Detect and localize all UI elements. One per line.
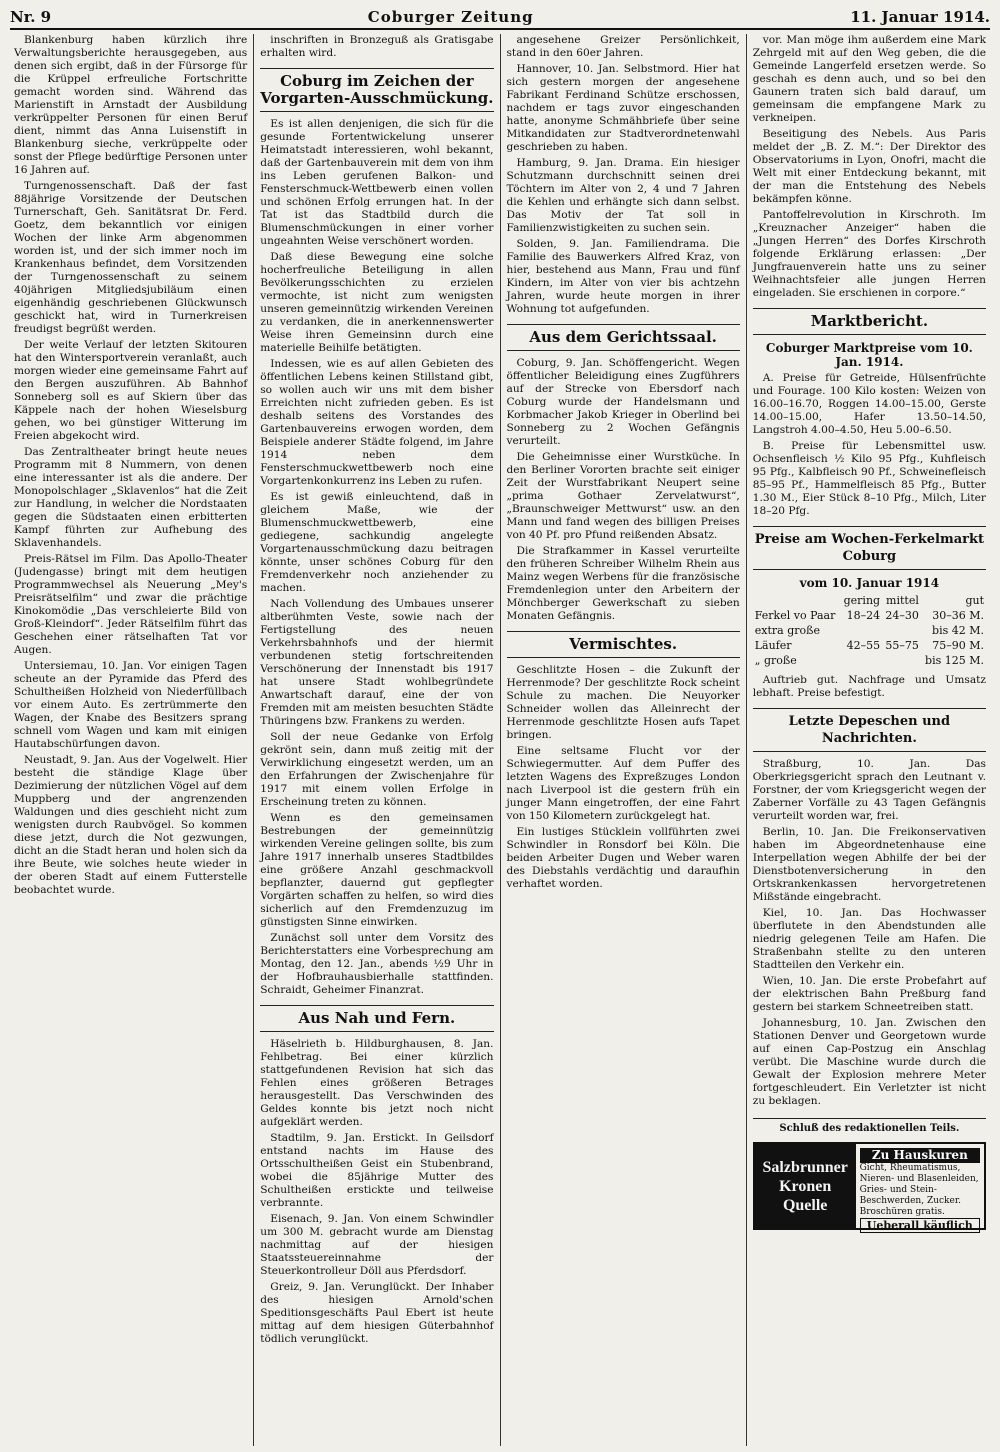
- article-text: Häselrieth b. Hildburghausen, 8. Jan. Fehlbetrag. Bei einer kürzlich stattgefundenen Revision hat sich das Fehlen eines größeren Betrages herausgestellt. Das Verschwinden des Geldes konnte bis jetzt noch nicht aufgeklärt werden.: [260, 1038, 494, 1128]
- article-text: Wenn es den gemeinsamen Bestrebungen der gemeinnützig wirkenden Vereine gelingen sollte, bis zum Jahre 1917 innerhalb unseres Stadtbildes eine größere Anzahl geschmackvoll bepflanzter, dauernd gut gepflegter Vorgärten schaffen zu helfen, so wird dies sicherlich auf den Fremdenzuzug im günstigsten Sinne einwirken.: [260, 812, 494, 928]
- ad-info: [856, 1144, 984, 1232]
- article-text: B. Preise für Lebensmittel usw. Ochsenfleisch ½ Kilo 95 Pfg., Kuhfleisch 95 Pfg., Kalbfleisch 90 Pf., Schweinefleisch 85–95 Pf., Hammelfleisch 85 Pfg., Butter 1.30 M., Eier Stück 8–10 Pfg., Milch, Liter 18–20 Pfg.: [752, 440, 986, 517]
- article-text: Preis-Rätsel im Film. Das Apollo-Theater (Judengasse) bringt mit dem heutigen Programmwechsel als Neuerung „Mey's Preisrätselfilm“ und zwar die prächtige Kinokomödie „Das verschleierte Bild von Groß-Kleindorf“. Jeder Rätselfilm führt das Geschehen einer rätselhaften Tat vor Augen.: [14, 553, 248, 656]
- table-cell: „ große: [754, 654, 797, 667]
- article-text: Wien, 10. Jan. Die erste Probefahrt auf der elektrischen Bahn Preßburg fand gestern bei starkem Schneetreiben statt.: [752, 975, 986, 1013]
- ad-text: Gicht, Rheumatismus, Nieren- und Blasenleiden, Gries- und Stein-Beschwerden, Zucker. Broschüren gratis.: [859, 1163, 979, 1217]
- table-row: [753, 653, 986, 668]
- table-cell: 24–30: [885, 609, 919, 622]
- article-text: Indessen, wie es auf allen Gebieten des öffentlichen Lebens keinen Stillstand gibt, so wollen auch wir uns mit dem bisher Erreichten nicht zufrieden geben. Es ist deshalb seitens des Vorstandes des Gartenbauvereins erwogen worden, dem Beispiele anderer Städte folgend, im Jahre 1914 neben dem Fensterschmuckwettbewerb noch eine Vorgartenkonkurrenz ins Leben zu rufen.: [260, 358, 494, 487]
- article-text: A. Preise für Getreide, Hülsenfrüchte und Fourage. 100 Kilo kosten: Weizen von 16.00–16.70, Roggen 14.00–15.00, Gerste 14.00–15.00, Hafer 13.50–14.50, Langstroh 4.00–4.50, Heu 5.00–6.50.: [752, 372, 986, 436]
- table-header-cell: mittel: [886, 594, 919, 607]
- article-text: vor. Man möge ihm außerdem eine Mark Zehrgeld mit auf den Weg geben, die die Gemeinde Langerfeld ersetzen werde. So geschah es denn auch, und so bei den Gaunern traten sich bald darauf, um gemeinsam die empfangene Mark zu verkneipen.: [752, 34, 986, 124]
- article-text: Berlin, 10. Jan. Die Freikonservativen haben im Abgeordnetenhause eine Interpellation wegen Abhilfe der bei der Dienstbotenversicherung in den Ortskrankenkassen hervorgetretenen Mißstände eingebracht.: [752, 826, 986, 903]
- article-text: Die Geheimnisse einer Wurstküche. In den Berliner Vororten brachte seit einiger Zeit der Wurstfabrikant Neupert seine „prima Gothaer Zervelatwurst“, „Braunschweiger Mettwurst“ usw. an den Mann und fand wegen des billigen Preises von 40 Pf. pro Pfund reißenden Absatz.: [506, 451, 740, 541]
- table-cell: [882, 653, 921, 668]
- table-cell: 55–75: [885, 639, 919, 652]
- table-cell: 75–90 M.: [932, 639, 984, 652]
- article-text: Untersiemau, 10. Jan. Vor einigen Tagen scheute an der Pyramide das Pferd des Schultheißen Holzheid von Niederfüllbach vor einem Auto. Es zertrümmerte den Wagen, der Knabe des Besitzers sprang schnell vom Wagen und kam mit einigen Hautabschürfungen davon.: [14, 660, 248, 750]
- table-cell: bis 125 M.: [925, 654, 984, 667]
- article-text: Hamburg, 9. Jan. Drama. Ein hiesiger Schutzmann durchschnitt seinen drei Töchtern im Alter von 2, 4 und 7 Jahren die Kehlen und erhängte sich dann selbst. Das Motiv der Tat soll in Familienzwistigkeiten zu suchen sein.: [506, 157, 740, 234]
- article-text: Kiel, 10. Jan. Das Hochwasser überflutete in den Abendstunden alle niedrig gelegenen Teile am Hafen. Die Straßenbahn stellte zu den unteren Stadtteilen den Verkehr ein.: [752, 907, 986, 971]
- article-text: Auftrieb gut. Nachfrage und Umsatz lebhaft. Preise befestigt.: [752, 674, 986, 699]
- table-cell: [840, 653, 882, 668]
- table-cell: [840, 623, 882, 638]
- article-text: Soll der neue Gedanke von Erfolg gekrönt sein, dann muß zeitig mit der Verwirklichung eingesetzt werden, um an den Erfahrungen der Zwischenjahre für 1917 mit einem vollen Erfolge in Erscheinung treten zu können.: [260, 731, 494, 808]
- table-cell: bis 42 M.: [932, 624, 984, 637]
- article-text: Johannesburg, 10. Jan. Zwischen den Stationen Denver und Georgetown wurde auf einen Cap-Postzug ein Anschlag verübt. Die Maschine wurde durch die Gewalt der Explosion mehrere Meter fortgeschleudert. Ein Verletzter ist nicht zu beklagen.: [752, 1017, 986, 1107]
- ad-brand-line: Quelle: [782, 1196, 828, 1214]
- article-text: Zunächst soll unter dem Vorsitz des Berichterstatters eine Vorbesprechung am Montag, den 12. Jan., abends ½9 Uhr in der Hofbrauhausbierhalle stattfinden. Schraidt, Geheimer Finanzrat.: [260, 932, 494, 996]
- table-header-row: [753, 593, 986, 608]
- ferkel-market-heading: Preise am Wochen-Ferkelmarkt Coburg: [753, 526, 986, 570]
- column-1: [8, 34, 254, 1446]
- column-container: [8, 34, 992, 1446]
- section-heading: Marktbericht.: [753, 308, 986, 335]
- table-header-cell: gering: [843, 594, 881, 607]
- article-text: Stadtilm, 9. Jan. Erstickt. In Geilsdorf entstand nachts im Hause des Ortsschultheißen Geist ein Stubenbrand, wobei die 85jährige Mutter des Schultheißen erstickte und teilweise verbrannte.: [260, 1132, 494, 1209]
- column-3: [501, 34, 747, 1446]
- article-text: Coburg, 9. Jan. Schöffengericht. Wegen öffentlicher Beleidigung eines Zugführers auf der Strecke von Ebersdorf nach Coburg wurde der Handelsmann und Korbmacher Jakob Krieger in Oberlind bei Sonneberg zu 2 Wochen Gefängnis verurteilt.: [506, 357, 740, 447]
- column-4: [747, 34, 992, 1446]
- section-heading: Letzte Depeschen und Nachrichten.: [753, 708, 986, 752]
- table-header-cell: gut: [965, 594, 984, 607]
- ad-logo: [755, 1144, 856, 1228]
- article-text: Nach Vollendung des Umbaues unserer altberühmten Veste, sowie nach der Fertigstellung des neuen Verkehrsbahnhofs und der hiermit verbundenen stetig fortschreitenden Verschönerung der Innenstadt bis 1917 hat unsere Stadt wohlbegründete Anwartschaft darauf, eine der von Fremden mit am meisten besuchten Städte Thüringens bzw. Frankens zu werden.: [260, 598, 494, 727]
- issue-date: 11. Januar 1914.: [850, 8, 990, 26]
- article-text: Solden, 9. Jan. Familiendrama. Die Familie des Bauwerkers Alfred Kraz, von hier, bestehend aus Mann, Frau und fünf Kindern, im Alter von vier bis achtzehn Jahren, wurde heute morgen in ihrer Wohnung tot aufgefunden.: [506, 238, 740, 315]
- newspaper-title: Coburger Zeitung: [367, 8, 534, 26]
- ferkel-market-date: vom 10. Januar 1914: [799, 576, 940, 590]
- section-heading: Coburg im Zeichen der Vorgarten-Ausschmückung.: [260, 68, 493, 112]
- ad-kur-label: Zu Hauskuren: [860, 1148, 980, 1163]
- column-2: [254, 34, 500, 1446]
- table-cell: Ferkel vo Paar: [754, 609, 836, 622]
- table-cell: [882, 623, 921, 638]
- article-text: Straßburg, 10. Jan. Das Oberkriegsgericht sprach den Leutnant v. Forstner, der vom Kriegsgericht wegen der Zaberner Vorfälle zu 43 Tagen Gefängnis verurteilt worden war, frei.: [752, 758, 986, 822]
- article-text: Pantoffelrevolution in Kirschroth. Im „Kreuznacher Anzeiger“ haben die „Jungen Herren“ des Dorfes Kirschroth folgende Erklärung erlassen: „Der Jungfrauenverein hatte uns zu seiner Weihnachtsfeier alle jungen Herren eingeladen. Sie erschienen in corpore.“: [752, 209, 986, 299]
- article-text: Neustadt, 9. Jan. Aus der Vogelwelt. Hier besteht die ständige Klage über Dezimierung der nützlichen Vögel auf dem Muppberg und der angrenzenden Waldungen und dies geschieht nicht zum wenigsten durch Raubvögel. So kommen diese jetzt, durch die Not gezwungen, dicht an die Stadt heran und holen sich da ihre Beute, wie solches heute wieder in der oberen Stadt auf einem Futterstelle beobachtet wurde.: [14, 754, 248, 896]
- article-text: Es ist allen denjenigen, die sich für die gesunde Fortentwickelung unserer Heimatstadt interessieren, wohl bekannt, daß der Gartenbauverein mit dem von ihm ins Leben gerufenen Balkon- und Fensterschmuck-Wettbewerb einen vollen und schönen Erfolg errungen hat. In der Tat ist das Stadtbild durch die Blumenschmückungen in einer vorher ungeahnten Weise verschönert worden.: [260, 118, 494, 247]
- market-heading: Coburger Marktpreise vom 10. Jan. 1914.: [765, 341, 973, 369]
- table-cell: 30–36 M.: [932, 609, 984, 622]
- article-text: Geschlitzte Hosen – die Zukunft der Herrenmode? Der geschlitzte Rock scheint Schule zu machen. Die Neuyorker Schneider wollen das Alleinrecht der Herrenmode geschlitzte Hosen aufs Tapet bringen.: [506, 664, 740, 741]
- article-text: Das Zentraltheater bringt heute neues Programm mit 8 Nummern, von denen eine interessanter ist als die andere. Der Monopolschlager „Sklavenlos“ hat die Zeit zur Handlung, in welcher die Nordstaaten gegen die Südstaaten einen erbitterten Kampf führten zur Aufhebung des Sklavenhandels.: [14, 446, 248, 549]
- advertisement-salzbrunner: [753, 1142, 986, 1230]
- table-cell: Läufer: [754, 639, 792, 652]
- section-heading: Vermischtes.: [507, 631, 740, 658]
- article-text: angesehene Greizer Persönlichkeit, stand in den 60er Jahren.: [506, 34, 740, 59]
- article-text: Beseitigung des Nebels. Aus Paris meldet der „B. Z. M.“: Der Direktor des Observatoriums in Lyon, Onofri, macht die Welt mit einer Entdeckung bekannt, mit der man die Entstehung des Nebels bekämpfen könne.: [752, 128, 986, 205]
- article-text: Die Strafkammer in Kassel verurteilte den früheren Schreiber Wilhelm Rhein aus Mainz wegen Werbens für die französische Fremdenlegion unter den Arbeitern der Mönchberger Gewerkschaft zu sieben Monaten Gefängnis.: [506, 545, 740, 622]
- table-row: [753, 638, 986, 653]
- article-text: Turngenossenschaft. Daß der fast 88jährige Vorsitzende der Deutschen Turnerschaft, Geh. Sanitätsrat Dr. Ferd. Goetz, dem bekanntlich vor einigen Wochen der linke Arm abgenommen worden ist, und der sich immer noch im Krankenhaus befindet, dem Vorsitzenden der Turngenossenschaft zu seinem 40jährigen Mitgliedsjubiläum einen eigenhändig geschriebenen Glückwunsch geschickt hat, wird in Turnerkreisen freudigst begrüßt werden.: [14, 180, 248, 335]
- ferkel-price-table: [753, 593, 986, 668]
- ad-brand-line: Salzbrunner: [762, 1158, 848, 1176]
- section-heading: Aus dem Gerichtssaal.: [507, 324, 740, 351]
- article-text: Eisenach, 9. Jan. Von einem Schwindler um 300 M. gebracht wurde am Dienstag nachmittag auf der hiesigen Staatssteuereinnahme der Steuerkontrolleur Döll aus Pferdsdorf.: [260, 1213, 494, 1277]
- ad-brand-line: Kronen: [779, 1177, 832, 1195]
- table-cell: 18–24: [846, 609, 881, 622]
- issue-number: Nr. 9: [10, 8, 52, 26]
- article-text: Es ist gewiß einleuchtend, daß in gleichem Maße, wie der Blumenschmuckwettbewerb, eine gediegene, sachkundig angelegte Vorgartenausschmückung dazu beitragen könnte, unser schönes Coburg für den Fremdenverkehr noch anziehender zu machen.: [260, 491, 494, 594]
- masthead: [10, 6, 990, 30]
- section-heading: Aus Nah und Fern.: [260, 1005, 493, 1032]
- ad-buy-label: Ueberall käuflich: [860, 1218, 980, 1233]
- table-cell: 42–55: [846, 639, 881, 652]
- table-row: [753, 608, 986, 623]
- article-text: Hannover, 10. Jan. Selbstmord. Hier hat sich gestern morgen der angesehene Fabrikant Ferdinand Schütze erschossen, nachdem er tags zuvor eingeschanden hatte, anonyme Schmähbriefe über seine Mitkandidaten zur Stadtverordnetenwahl geschrieben zu haben.: [506, 63, 740, 153]
- article-text: Greiz, 9. Jan. Verunglückt. Der Inhaber des hiesigen Arnold'schen Speditionsgeschäfts Paul Ebert ist heute mittag auf dem hiesigen Güterbahnhof tödlich verunglückt.: [260, 1281, 494, 1345]
- article-text: Der weite Verlauf der letzten Skitouren hat den Wintersportverein veranlaßt, auch morgen wieder eine gemeinsame Fahrt auf den Bergen auszuführen. Ab Bahnhof Sonneberg soll es auf Skiern über das Käppele nach der hohen Wieselsburg gehen, wo bei günstiger Witterung im Freien abgekocht wird.: [14, 339, 248, 442]
- article-text: Blankenburg haben kürzlich ihre Verwaltungsberichte herausgegeben, aus denen sich ergibt, daß in der Fürsorge für die Krüppel erfreuliche Fortschritte gemacht worden sind. Während das Marienstift in Arnstadt der Ausbildung verkrüppelter Personen für einen Beruf dient, nimmt das Anna Luisenstift in Blankenburg sieche, verkrüppelte oder sonst der Pflege bedürftige Personen unter 16 Jahren auf.: [14, 34, 248, 176]
- table-cell: extra große: [754, 624, 820, 637]
- article-text: Ein lustiges Stücklein vollführten zwei Schwindler in Ronsdorf bei Köln. Die beiden Arbeiter Dugen und Weber waren des Diebstahls verdächtig und daraufhin verhaftet worden.: [506, 826, 740, 890]
- table-row: [753, 623, 986, 638]
- article-text: inschriften in Bronzeguß als Gratisgabe erhalten wird.: [260, 34, 494, 59]
- article-text: Daß diese Bewegung eine solche hocherfreuliche Beteiligung in allen Bevölkerungsschichten zu erzielen vermochte, ist nicht zum wenigsten unseren gemeinnützig wirkenden Vereinen zu verdanken, die in anerkennenswerter Weise ihren Gemeinsinn durch eine materielle Beihilfe betätigten.: [260, 251, 494, 354]
- editorial-end-note: Schluß des redaktionellen Teils.: [753, 1118, 986, 1134]
- article-text: Eine seltsame Flucht vor der Schwiegermutter. Auf dem Puffer des letzten Wagens des Expreßzuges London nach Liverpool ist die gestern früh ein junger Mann eingetroffen, der eine Fahrt von 150 Kilometern zurückgelegt hat.: [506, 745, 740, 822]
